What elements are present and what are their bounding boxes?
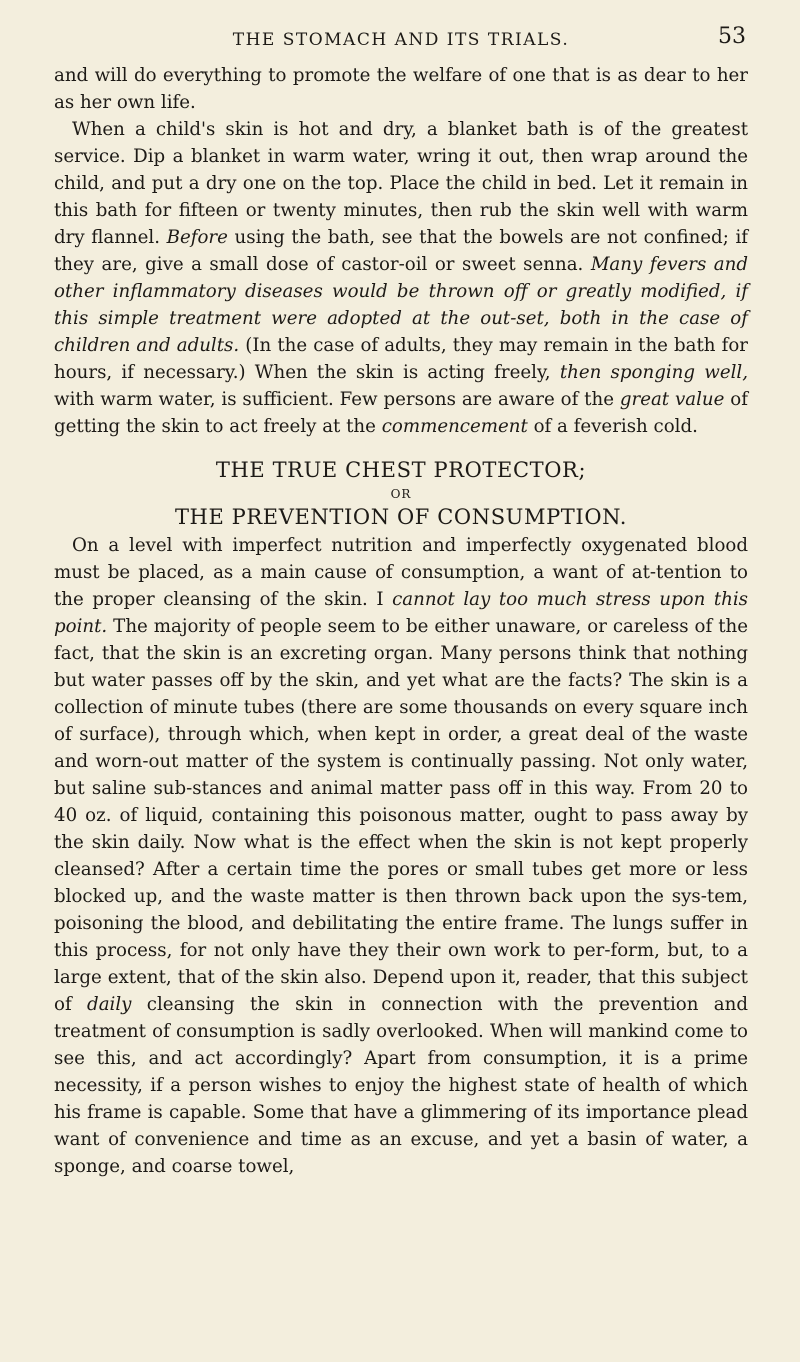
text-run: On a level with imperfect nutrition and imperfectly oxygenated blood must be placed, as a main cause of consumption, a want of at-tention to the proper cleansing of the skin. I — [54, 535, 748, 610]
emphasis-text: commencement — [381, 416, 528, 437]
emphasis-text: great value — [619, 389, 725, 410]
emphasis-text: daily — [87, 994, 132, 1015]
text-run: of a feverish cold. — [527, 416, 698, 437]
text-run: of getting the skin to act freely at the — [54, 389, 748, 437]
emphasis-text: Many fevers and other inflammatory diseases would be thrown off or greatly modified, if this simple treatment were adopted at the out-set, both in the case of children and adults. — [54, 254, 748, 356]
page-number: 53 — [718, 24, 746, 49]
body-text — [54, 62, 748, 1180]
text-run: When a child's skin is hot and dry, a blanket bath is of the greatest service. Dip a blanket in warm water, wring it out, then wrap around the child, and put a dry one on the top. Place the child in bed. Let it remain in this bath for fifteen or twenty minutes, then rub the skin well with warm dry flannel. — [54, 119, 748, 248]
emphasis-text: Before — [166, 227, 228, 248]
section-subheading: THE PREVENTION OF CONSUMPTION. — [174, 505, 628, 529]
paragraph-blanket-bath — [54, 116, 748, 440]
text-run: with warm water, is sufficient. Few persons are aware of the — [54, 389, 620, 410]
paragraph-continuation: and will do everything to promote the welfare of one that is as dear to her as her own life. — [54, 65, 748, 113]
text-run: using the bath, see that the bowels are not confined; if they are, give a small dose of castor-oil or sweet senna. — [54, 227, 748, 275]
section-heading-or: OR — [390, 487, 412, 501]
emphasis-text: cannot lay too much stress upon this point. — [54, 589, 748, 637]
running-title: THE STOMACH AND ITS TRIALS. — [232, 30, 570, 50]
emphasis-text: then sponging well, — [559, 362, 748, 383]
text-run: cleansing the skin in connection with the prevention and treatment of consumption is sadly overlooked. When will mankind come to see this, and act accordingly? Apart from consumption, it is a prime necessity, if a person wishes to enjoy the highest state of health of which his frame is capable. Some that have a glimmering of its importance plead want of convenience and time as an excuse, and yet a basin of water, a sponge, and coarse towel, — [54, 994, 748, 1177]
running-head — [54, 20, 748, 60]
section-heading: THE TRUE CHEST PROTECTOR; — [215, 458, 587, 482]
paragraph-consumption — [54, 532, 748, 1180]
text-run: (In the case of adults, they may remain in the bath for hours, if necessary.) When the skin is acting freely, — [54, 335, 748, 383]
text-run: The majority of people seem to be either unaware, or careless of the fact, that the skin is an excreting organ. Many persons think that nothing but water passes off by the skin, and yet what are the facts? The skin is a collection of minute tubes (there are some thousands on every square inch of surface), through which, when kept in order, a great deal of the waste and worn-out matter of the system is continually passing. Not only water, but saline sub-stances and animal matter pass off in this way. From 20 to 40 oz. of liquid, containing this poisonous matter, ought to pass away by the skin daily. Now what is the effect when the skin is not kept properly cleansed? After a certain time the pores or small tubes get more or less blocked up, and the waste matter is then thrown back upon the sys-tem, poisoning the blood, and debilitating the entire frame. The lungs suffer in this process, for not only have they their own work to per-form, but, to a large extent, that of the skin also. Depend upon it, reader, that this subject of — [54, 616, 748, 1015]
